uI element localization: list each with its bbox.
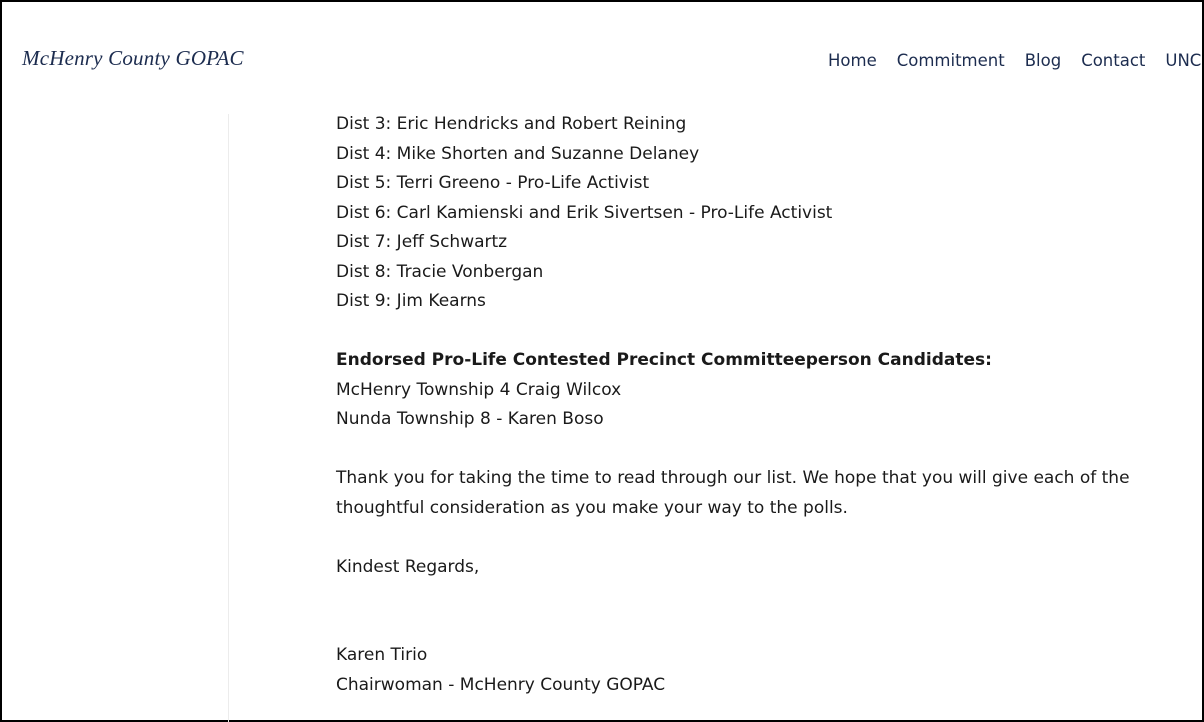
precinct-heading: Endorsed Pro-Life Contested Precinct Committeeperson Candidates: xyxy=(336,350,992,370)
district-line: Dist 9: Jim Kearns xyxy=(336,291,486,311)
district-line: Dist 4: Mike Shorten and Suzanne Delaney xyxy=(336,143,700,164)
closing-text: Kindest Regards, xyxy=(336,556,480,577)
district-line: Dist 8: Tracie Vonbergan xyxy=(336,261,544,282)
main-nav xyxy=(828,51,1202,70)
district-line: Dist 6: Carl Kamienski and Erik Sivertsen - Pro-Life Activist xyxy=(336,202,833,223)
nav-blog[interactable]: Blog xyxy=(1024,51,1062,70)
nav-unc[interactable]: UNC xyxy=(1165,51,1202,70)
post-body xyxy=(336,110,1156,700)
signature-name: Karen Tirio xyxy=(336,645,428,665)
nav-contact[interactable]: Contact xyxy=(1081,51,1146,70)
thanks-text-line-2: thoughtful consideration as you make your way to the polls. xyxy=(336,497,848,518)
signature-title: Chairwoman - McHenry County GOPAC xyxy=(336,674,666,695)
district-line: Dist 3: Eric Hendricks and Robert Reining xyxy=(336,114,687,134)
district-line: Dist 7: Jeff Schwartz xyxy=(336,232,508,252)
precinct-line: Nunda Township 8 - Karen Boso xyxy=(336,409,604,429)
precinct-line: McHenry Township 4 Craig Wilcox xyxy=(336,379,622,400)
site-logo[interactable]: McHenry County GOPAC xyxy=(22,46,244,70)
nav-home[interactable]: Home xyxy=(828,51,877,70)
nav-commitment[interactable]: Commitment xyxy=(896,51,1005,70)
thanks-text-line-1: Thank you for taking the time to read through our list. We hope that you will give each of the xyxy=(336,468,1130,488)
sidebar-divider xyxy=(228,114,229,722)
district-line: Dist 5: Terri Greeno - Pro-Life Activist xyxy=(336,173,650,193)
